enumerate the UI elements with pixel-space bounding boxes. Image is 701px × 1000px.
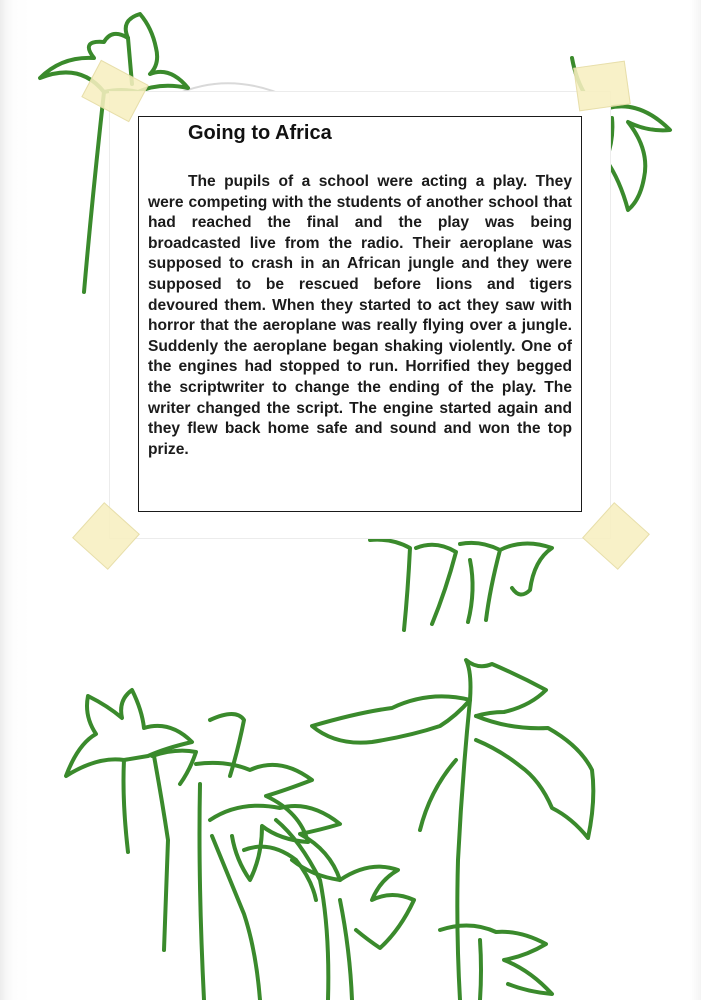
palm-tree-middle (370, 540, 552, 630)
palm-tree-bottom-left (66, 690, 196, 950)
palm-tree-bottom-center (210, 806, 414, 1000)
story-title: Going to Africa (188, 122, 332, 144)
tape-top-right (573, 61, 631, 112)
story-text: The pupils of a school were acting a play. They were competing with the students of another school that had reached the final and the play was being broadcasted live from the radio. Their aeroplane was supposed to crash in an African jungle and they were supposed to be rescued before lions and tigers devoured them. When they started to act they saw with horror that the aeroplane was really flying over a jungle. Suddenly the aeroplane began shaking violently. One of the engines had stopped to run. Horrified they begged the scriptwriter to change the ending of the play. The writer changed the script. The engine started again and they flew back home safe and sound and won the top prize. (148, 173, 572, 458)
story-sheet (110, 92, 610, 538)
palm-tree-bottom-right (312, 660, 593, 1000)
